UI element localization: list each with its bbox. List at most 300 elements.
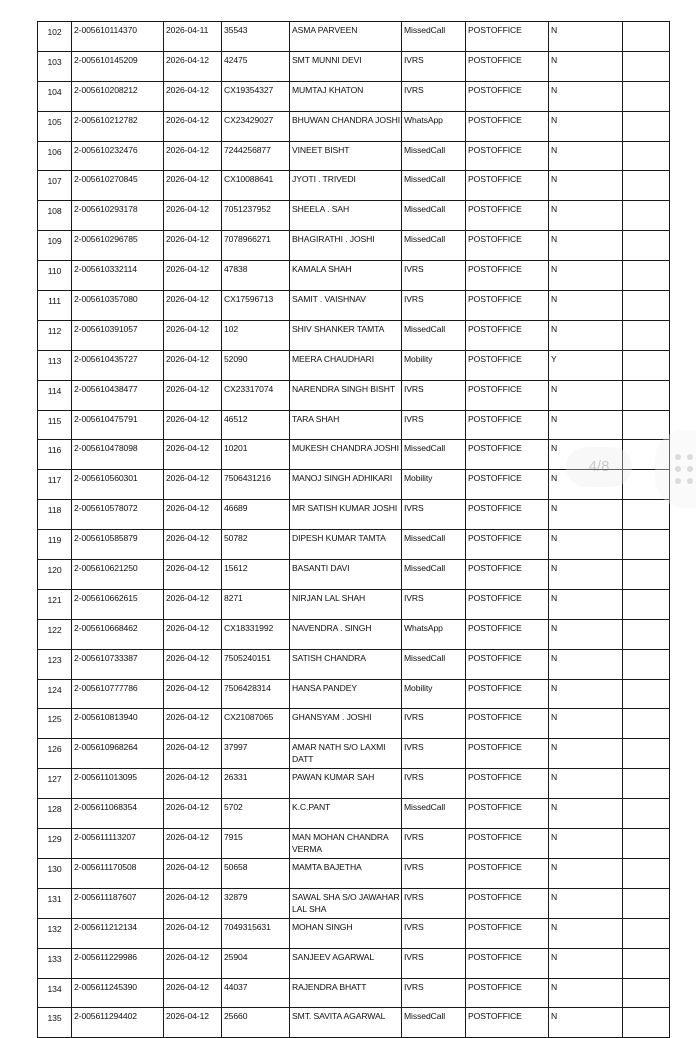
table-row [38,679,670,709]
request-id-cell [72,320,164,350]
office-cell [466,918,549,948]
name-cell [290,500,402,530]
serial-number-cell-text: 127 [47,774,62,785]
records-table-body [38,22,670,1038]
reference-cell-text: 7506428314 [224,682,271,693]
name-cell-text: SHEELA . SAH [292,204,350,215]
flag-cell-text: N [551,981,558,992]
reference-cell-text: 8271 [224,592,243,603]
flag-cell-text: N [551,413,558,424]
channel-cell-text: MissedCall [404,174,446,185]
request-id-cell [72,858,164,888]
channel-cell-text: IVRS [404,861,424,872]
serial-number-cell-text: 124 [47,684,62,695]
office-cell [466,769,549,799]
office-cell-text: POSTOFFICE [468,353,522,364]
reference-cell-text: 7051237952 [224,204,271,215]
reference-cell [222,291,290,321]
flag-cell-text: N [551,622,558,633]
channel-cell [402,201,466,231]
name-cell-text: NIRJAN LAL SHAH [292,592,366,603]
serial-number-cell-text: 105 [47,116,62,127]
remarks-cell-text [623,530,669,532]
office-cell [466,799,549,829]
flag-cell [549,589,623,619]
remarks-cell [623,769,670,799]
remarks-cell-text [623,680,669,682]
channel-cell [402,51,466,81]
office-cell [466,440,549,470]
flag-cell-text: N [551,443,558,454]
flag-cell-text: N [551,383,558,394]
date-cell [164,350,222,380]
date-cell [164,380,222,410]
table-row [38,291,670,321]
reference-cell [222,141,290,171]
serial-number-cell-text: 121 [47,594,62,605]
reference-cell-text: 15612 [224,563,248,574]
serial-number-cell [38,530,72,560]
office-cell-text: POSTOFFICE [468,772,522,783]
serial-number-cell [38,51,72,81]
channel-cell-text: IVRS [404,264,424,275]
remarks-cell-text [623,620,669,622]
flag-cell [549,799,623,829]
reference-cell-text: 42475 [224,54,248,65]
date-cell [164,500,222,530]
request-id-cell [72,948,164,978]
flag-cell-text: N [551,533,558,544]
channel-cell-text: IVRS [404,54,424,65]
flag-cell-text: N [551,473,558,484]
serial-number-cell-text: 103 [47,56,62,67]
channel-cell-text: IVRS [404,294,424,305]
date-cell [164,201,222,231]
office-cell-text: POSTOFFICE [468,294,522,305]
date-cell [164,320,222,350]
side-scroll-handle[interactable] [655,430,696,508]
request-id-cell-text: 2-005611013095 [74,772,137,783]
name-cell-text: BHAGIRATHI . JOSHI [292,234,375,245]
name-cell [290,201,402,231]
request-id-cell-text: 2-005611212134 [74,921,137,932]
remarks-cell [623,888,670,918]
channel-cell-text: WhatsApp [404,622,443,633]
reference-cell-text: 50658 [224,861,248,872]
office-cell [466,739,549,769]
reference-cell-text: 25660 [224,1011,248,1022]
date-cell-text: 2026-04-12 [166,503,209,514]
serial-number-cell [38,320,72,350]
office-cell [466,948,549,978]
remarks-cell [623,231,670,261]
name-cell [290,948,402,978]
date-cell [164,679,222,709]
office-cell-text: POSTOFFICE [468,413,522,424]
serial-number-cell [38,22,72,52]
serial-number-cell [38,709,72,739]
remarks-cell [623,649,670,679]
name-cell-text: MOHAN SINGH [292,921,353,932]
office-cell [466,679,549,709]
channel-cell [402,649,466,679]
channel-cell [402,22,466,52]
serial-number-cell [38,619,72,649]
name-cell [290,380,402,410]
flag-cell [549,350,623,380]
serial-number-cell-text: 106 [47,146,62,157]
reference-cell [222,201,290,231]
table-row [38,888,670,918]
date-cell-text: 2026-04-12 [166,921,209,932]
flag-cell [549,769,623,799]
name-cell [290,530,402,560]
flag-cell [549,530,623,560]
date-cell-text: 2026-04-12 [166,1011,209,1022]
channel-cell-text: IVRS [404,951,424,962]
request-id-cell [72,918,164,948]
reference-cell-text: CX17596713 [224,294,274,305]
office-cell [466,111,549,141]
name-cell-text: MANOJ SINGH ADHIKARI [292,473,393,484]
office-cell [466,171,549,201]
reference-cell [222,261,290,291]
office-cell-text: POSTOFFICE [468,25,522,35]
reference-cell-text: CX18331992 [224,622,274,633]
office-cell [466,22,549,52]
name-cell-text: JYOTI . TRIVEDI [292,174,356,185]
date-cell [164,1008,222,1038]
flag-cell-text: N [551,264,558,275]
request-id-cell [72,799,164,829]
remarks-cell-text [623,799,669,801]
channel-cell [402,291,466,321]
office-cell-text: POSTOFFICE [468,533,522,544]
remarks-cell-text [623,171,669,173]
remarks-cell-text [623,112,669,114]
serial-number-cell-text: 117 [47,475,62,486]
request-id-cell [72,589,164,619]
serial-number-cell [38,470,72,500]
channel-cell [402,560,466,590]
table-row [38,948,670,978]
serial-number-cell [38,769,72,799]
table-row [38,709,670,739]
table-row [38,141,670,171]
serial-number-cell-text: 125 [47,714,62,725]
date-cell-text: 2026-04-12 [166,294,209,305]
request-id-cell [72,201,164,231]
table-row [38,350,670,380]
reference-cell [222,350,290,380]
channel-cell [402,231,466,261]
request-id-cell-text: 2-005610391057 [74,323,138,334]
request-id-cell-text: 2-005610733387 [74,652,138,663]
serial-number-cell [38,201,72,231]
name-cell-text: GHANSYAM . JOSHI [292,712,372,723]
request-id-cell-text: 2-005610585879 [74,533,138,544]
remarks-cell [623,530,670,560]
flag-cell-text: N [551,84,558,95]
channel-cell-text: IVRS [404,712,424,723]
channel-cell [402,440,466,470]
table-row [38,769,670,799]
remarks-cell [623,291,670,321]
office-cell-text: POSTOFFICE [468,921,522,932]
channel-cell-text: MissedCall [404,802,446,813]
serial-number-cell-text: 133 [47,953,62,964]
serial-number-cell [38,440,72,470]
reference-cell-text: 7506431216 [224,473,271,484]
flag-cell [549,261,623,291]
request-id-cell-text: 2-005610578072 [74,503,138,514]
remarks-cell-text [623,739,669,741]
office-cell [466,350,549,380]
date-cell [164,111,222,141]
remarks-cell [623,829,670,859]
serial-number-cell-text: 107 [47,176,62,187]
serial-number-cell-text: 131 [47,893,62,904]
name-cell-text: K.C.PANT [292,802,331,813]
table-row [38,22,670,52]
channel-cell-text: MissedCall [404,563,446,574]
remarks-cell [623,350,670,380]
serial-number-cell-text: 120 [47,565,62,576]
date-cell [164,530,222,560]
flag-cell [549,81,623,111]
office-cell-text: POSTOFFICE [468,742,522,753]
date-cell [164,470,222,500]
name-cell-text: NAVENDRA . SINGH [292,622,372,633]
serial-number-cell-text: 126 [47,744,62,755]
request-id-cell [72,500,164,530]
request-id-cell [72,888,164,918]
reference-cell-text: 46512 [224,413,248,424]
date-cell-text: 2026-04-12 [166,622,209,633]
name-cell-text: SMT. SAVITA AGARWAL [292,1011,386,1022]
date-cell [164,739,222,769]
flag-cell-text: N [551,234,558,245]
channel-cell [402,679,466,709]
office-cell-text: POSTOFFICE [468,443,522,454]
serial-number-cell [38,81,72,111]
name-cell [290,978,402,1008]
office-cell [466,619,549,649]
name-cell [290,440,402,470]
flag-cell [549,649,623,679]
request-id-cell [72,560,164,590]
serial-number-cell [38,500,72,530]
table-row [38,649,670,679]
table-row [38,560,670,590]
remarks-cell-text [623,321,669,323]
flag-cell-text: N [551,951,558,962]
reference-cell-text: 102 [224,323,239,334]
office-cell-text: POSTOFFICE [468,54,522,65]
date-cell [164,261,222,291]
channel-cell-text: MissedCall [404,234,446,245]
channel-cell [402,918,466,948]
request-id-cell-text: 2-005610968264 [74,742,138,753]
date-cell-text: 2026-04-12 [166,473,209,484]
date-cell [164,769,222,799]
flag-cell-text: N [551,742,558,753]
name-cell-text: RAJENDRA BHATT [292,981,367,992]
date-cell [164,410,222,440]
serial-number-cell [38,918,72,948]
reference-cell-text: CX10088641 [224,174,274,185]
reference-cell-text: 25904 [224,951,248,962]
reference-cell [222,320,290,350]
name-cell [290,679,402,709]
flag-cell-text: N [551,592,558,603]
serial-number-cell [38,978,72,1008]
channel-cell [402,500,466,530]
table-row [38,320,670,350]
reference-cell-text: 7049315631 [224,921,271,932]
remarks-cell [623,141,670,171]
reference-cell [222,171,290,201]
reference-cell [222,918,290,948]
request-id-cell-text: 2-005610475791 [74,413,138,424]
office-cell [466,589,549,619]
remarks-cell-text [623,829,669,831]
serial-number-cell [38,829,72,859]
channel-cell [402,739,466,769]
reference-cell-text: 7505240151 [224,652,271,663]
flag-cell [549,1008,623,1038]
request-id-cell [72,410,164,440]
office-cell [466,141,549,171]
channel-cell [402,1008,466,1038]
request-id-cell-text: 2-005610332114 [74,264,137,275]
name-cell-text: MAMTA BAJETHA [292,861,362,872]
flag-cell [549,51,623,81]
reference-cell [222,619,290,649]
remarks-cell-text [623,351,669,353]
name-cell-text: SAMIT . VAISHNAV [292,294,366,305]
date-cell [164,440,222,470]
reference-cell [222,500,290,530]
office-cell-text: POSTOFFICE [468,174,522,185]
channel-cell [402,410,466,440]
request-id-cell [72,739,164,769]
office-cell-text: POSTOFFICE [468,473,522,484]
request-id-cell [72,829,164,859]
flag-cell-text: N [551,144,558,155]
name-cell-text: MUKESH CHANDRA JOSHI [292,443,399,454]
reference-cell [222,769,290,799]
office-cell-text: POSTOFFICE [468,891,522,902]
table-row [38,829,670,859]
office-cell-text: POSTOFFICE [468,712,522,723]
date-cell-text: 2026-04-12 [166,772,209,783]
name-cell-text: SHIV SHANKER TAMTA [292,323,385,334]
serial-number-cell-text: 102 [47,27,62,37]
date-cell [164,918,222,948]
reference-cell-text: CX19354327 [224,84,274,95]
office-cell-text: POSTOFFICE [468,981,522,992]
serial-number-cell [38,858,72,888]
reference-cell [222,1008,290,1038]
reference-cell [222,978,290,1008]
request-id-cell [72,261,164,291]
request-id-cell [72,81,164,111]
request-id-cell-text: 2-005610145209 [74,54,138,65]
name-cell-text: SATISH CHANDRA [292,652,366,663]
channel-cell-text: IVRS [404,921,424,932]
name-cell-text: ASMA PARVEEN [292,25,358,35]
remarks-cell [623,81,670,111]
table-row [38,111,670,141]
remarks-cell [623,111,670,141]
date-cell-text: 2026-04-12 [166,652,209,663]
remarks-cell-text [623,411,669,413]
flag-cell [549,291,623,321]
request-id-cell-text: 2-005611229986 [74,951,137,962]
flag-cell-text: N [551,802,558,813]
date-cell-text: 2026-04-12 [166,234,209,245]
table-row [38,739,670,769]
flag-cell [549,231,623,261]
remarks-cell-text [623,979,669,981]
date-cell [164,619,222,649]
remarks-cell-text [623,919,669,921]
remarks-cell [623,709,670,739]
channel-cell [402,171,466,201]
name-cell-text: VINEET BISHT [292,144,350,155]
date-cell-text: 2026-04-12 [166,174,209,185]
flag-cell [549,111,623,141]
date-cell [164,649,222,679]
office-cell [466,858,549,888]
serial-number-cell-text: 113 [47,355,62,366]
date-cell-text: 2026-04-12 [166,383,209,394]
reference-cell-text: 7915 [224,832,243,843]
flag-cell-text: N [551,712,558,723]
serial-number-cell [38,948,72,978]
office-cell-text: POSTOFFICE [468,802,522,813]
channel-cell-text: MissedCall [404,533,446,544]
name-cell-text: AMAR NATH S/O LAXMI DATT [292,742,386,765]
reference-cell [222,81,290,111]
reference-cell [222,858,290,888]
date-cell-text: 2026-04-12 [166,54,209,65]
channel-cell [402,709,466,739]
reference-cell [222,799,290,829]
serial-number-cell [38,141,72,171]
flag-cell [549,858,623,888]
reference-cell [222,560,290,590]
channel-cell-text: Mobility [404,473,433,484]
reference-cell [222,470,290,500]
serial-number-cell [38,560,72,590]
serial-number-cell [38,410,72,440]
request-id-cell-text: 2-005611068354 [74,802,137,813]
request-id-cell [72,22,164,52]
name-cell-text: KAMALA SHAH [292,264,352,275]
flag-cell [549,380,623,410]
date-cell [164,709,222,739]
request-id-cell [72,470,164,500]
serial-number-cell [38,589,72,619]
table-row [38,171,670,201]
remarks-cell [623,560,670,590]
reference-cell-text: CX21087065 [224,712,274,723]
request-id-cell [72,679,164,709]
reference-cell-text: 35543 [224,25,248,35]
office-cell-text: POSTOFFICE [468,503,522,514]
